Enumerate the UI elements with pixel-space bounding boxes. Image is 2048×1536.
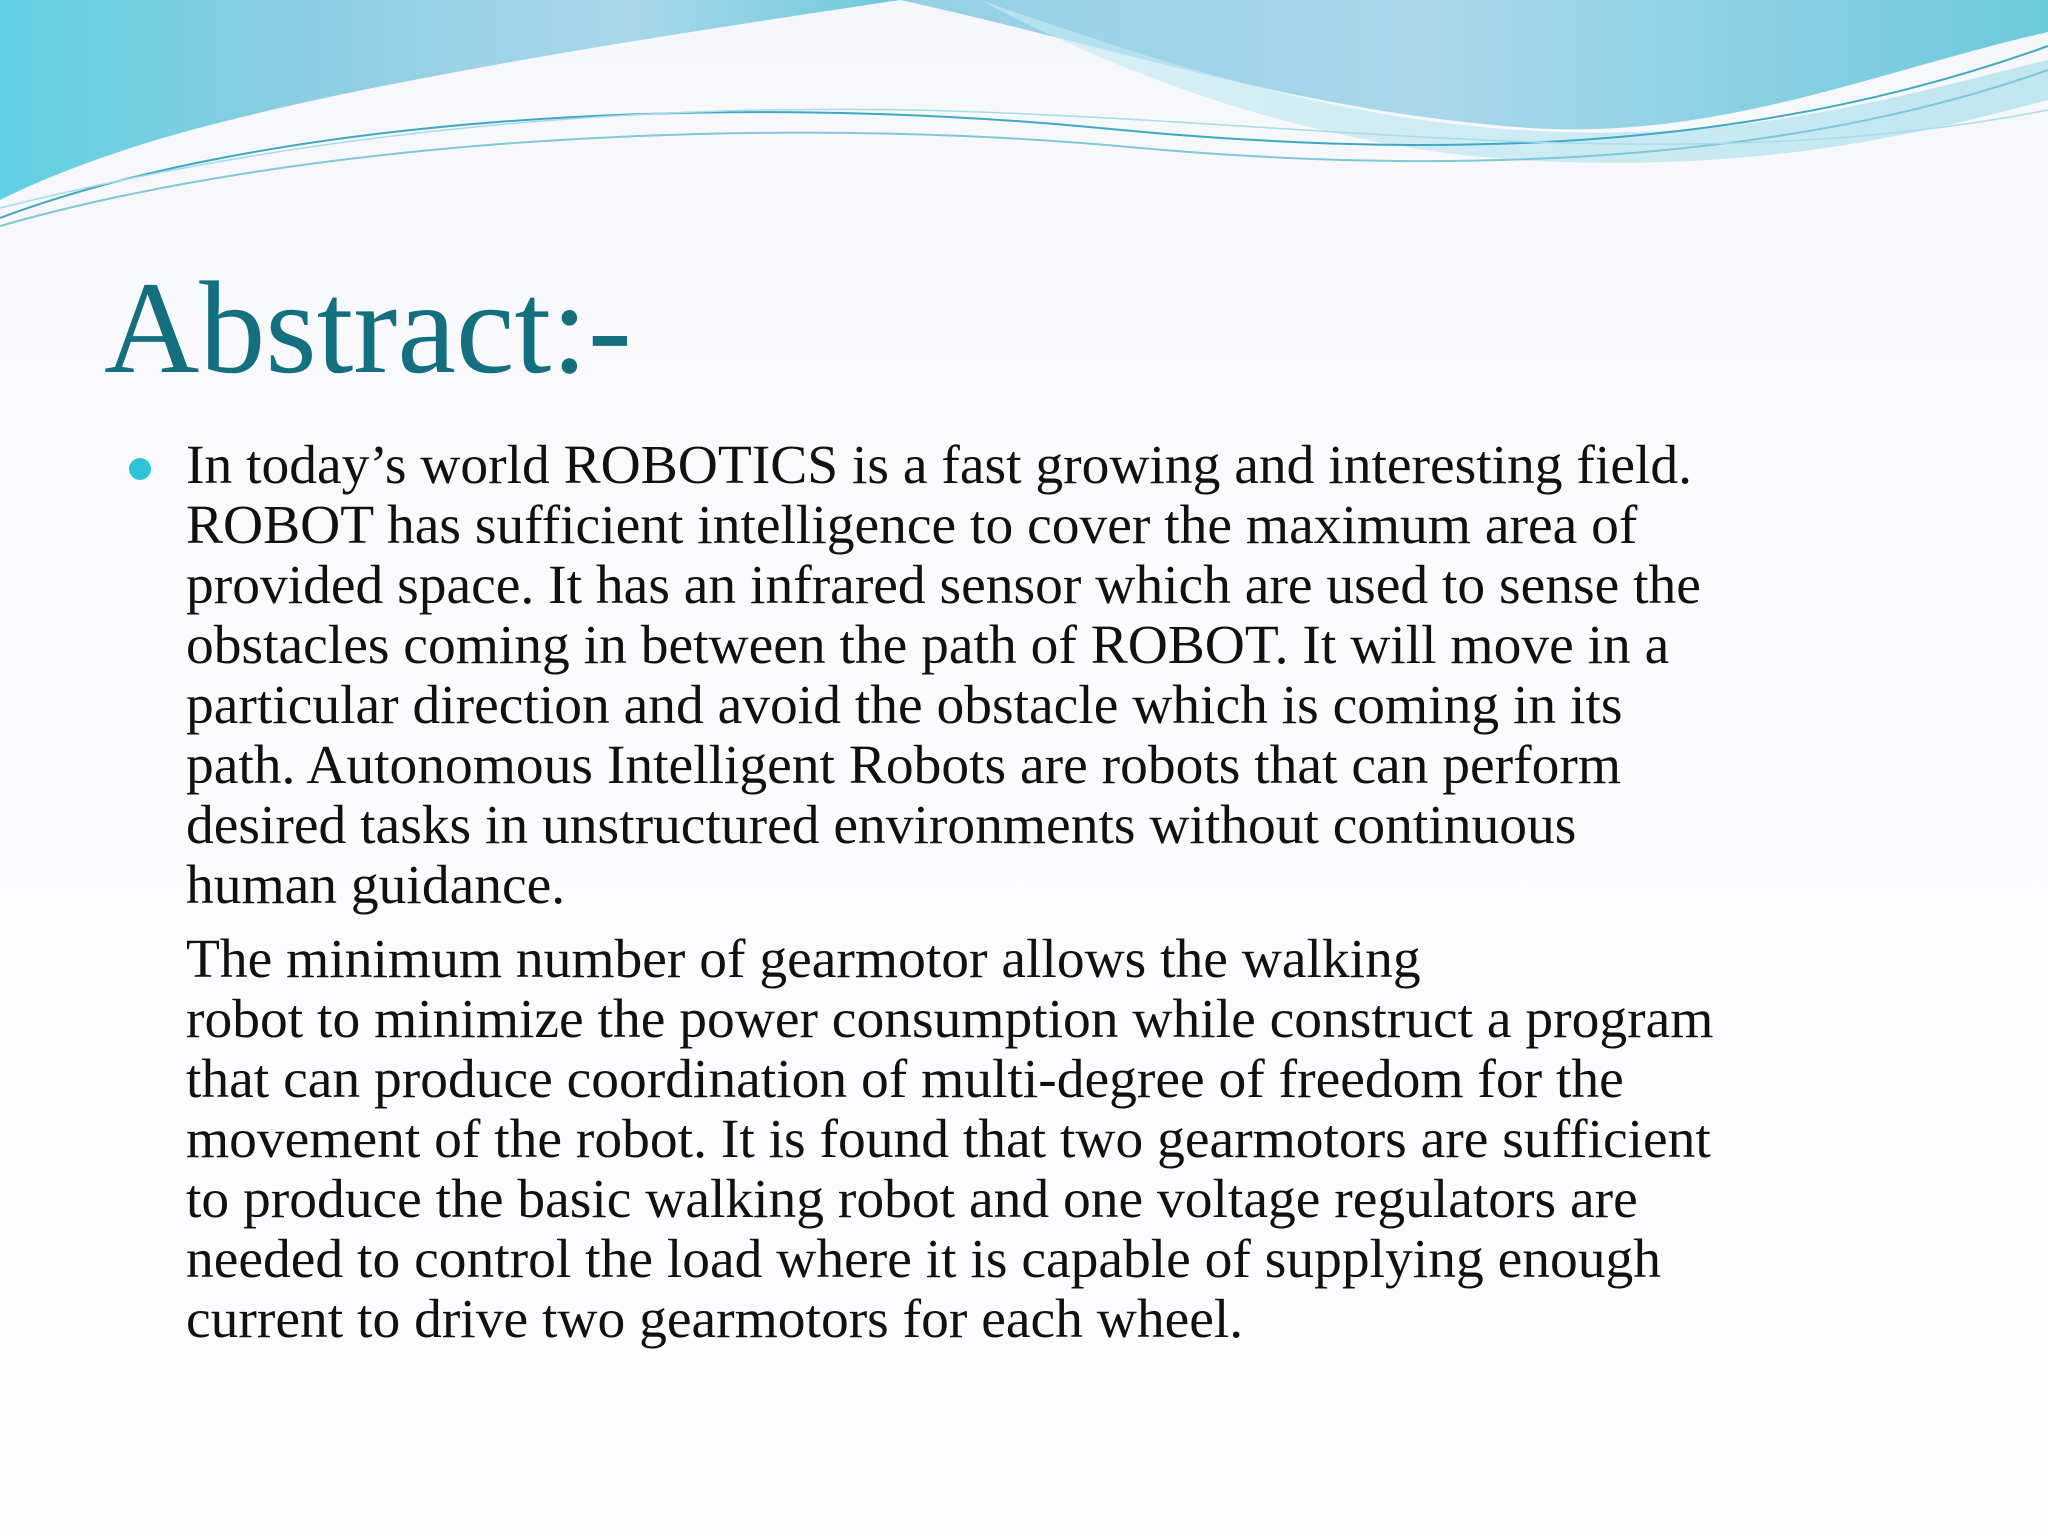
slide-body (120, 436, 1920, 1350)
abstract-paragraph-1: In today’s world ROBOTICS is a fast growing and interesting field. ROBOT has sufficient intelligence to cover the maximum area of provided space. It has an infrared sensor which are used to sense the obstacles coming in between the path of ROBOT. It will move in a particular direction and avoid the obstacle which is coming in its path. Autonomous Intelligent Robots are robots that can perform desired tasks in unstructured environments without continuous human guidance. (186, 435, 1701, 916)
slide-title: Abstract:- (104, 254, 632, 401)
bullet-dot-icon (129, 458, 151, 480)
bullet-item-abstract (120, 436, 1920, 1350)
abstract-paragraph-2: The minimum number of gearmotor allows the walking robot to minimize the power consumption while construct a program that can produce coordination of multi-degree of freedom for the movement of the robot. It is found that two gearmotors are sufficient to produce the basic walking robot and one voltage regulators are needed to control the load where it is capable of supplying enough current to drive two gearmotors for each wheel. (186, 929, 1714, 1350)
wave-band-left (0, 0, 900, 200)
header-wave-decoration (0, 0, 2048, 240)
wave-line-3 (0, 109, 2048, 208)
